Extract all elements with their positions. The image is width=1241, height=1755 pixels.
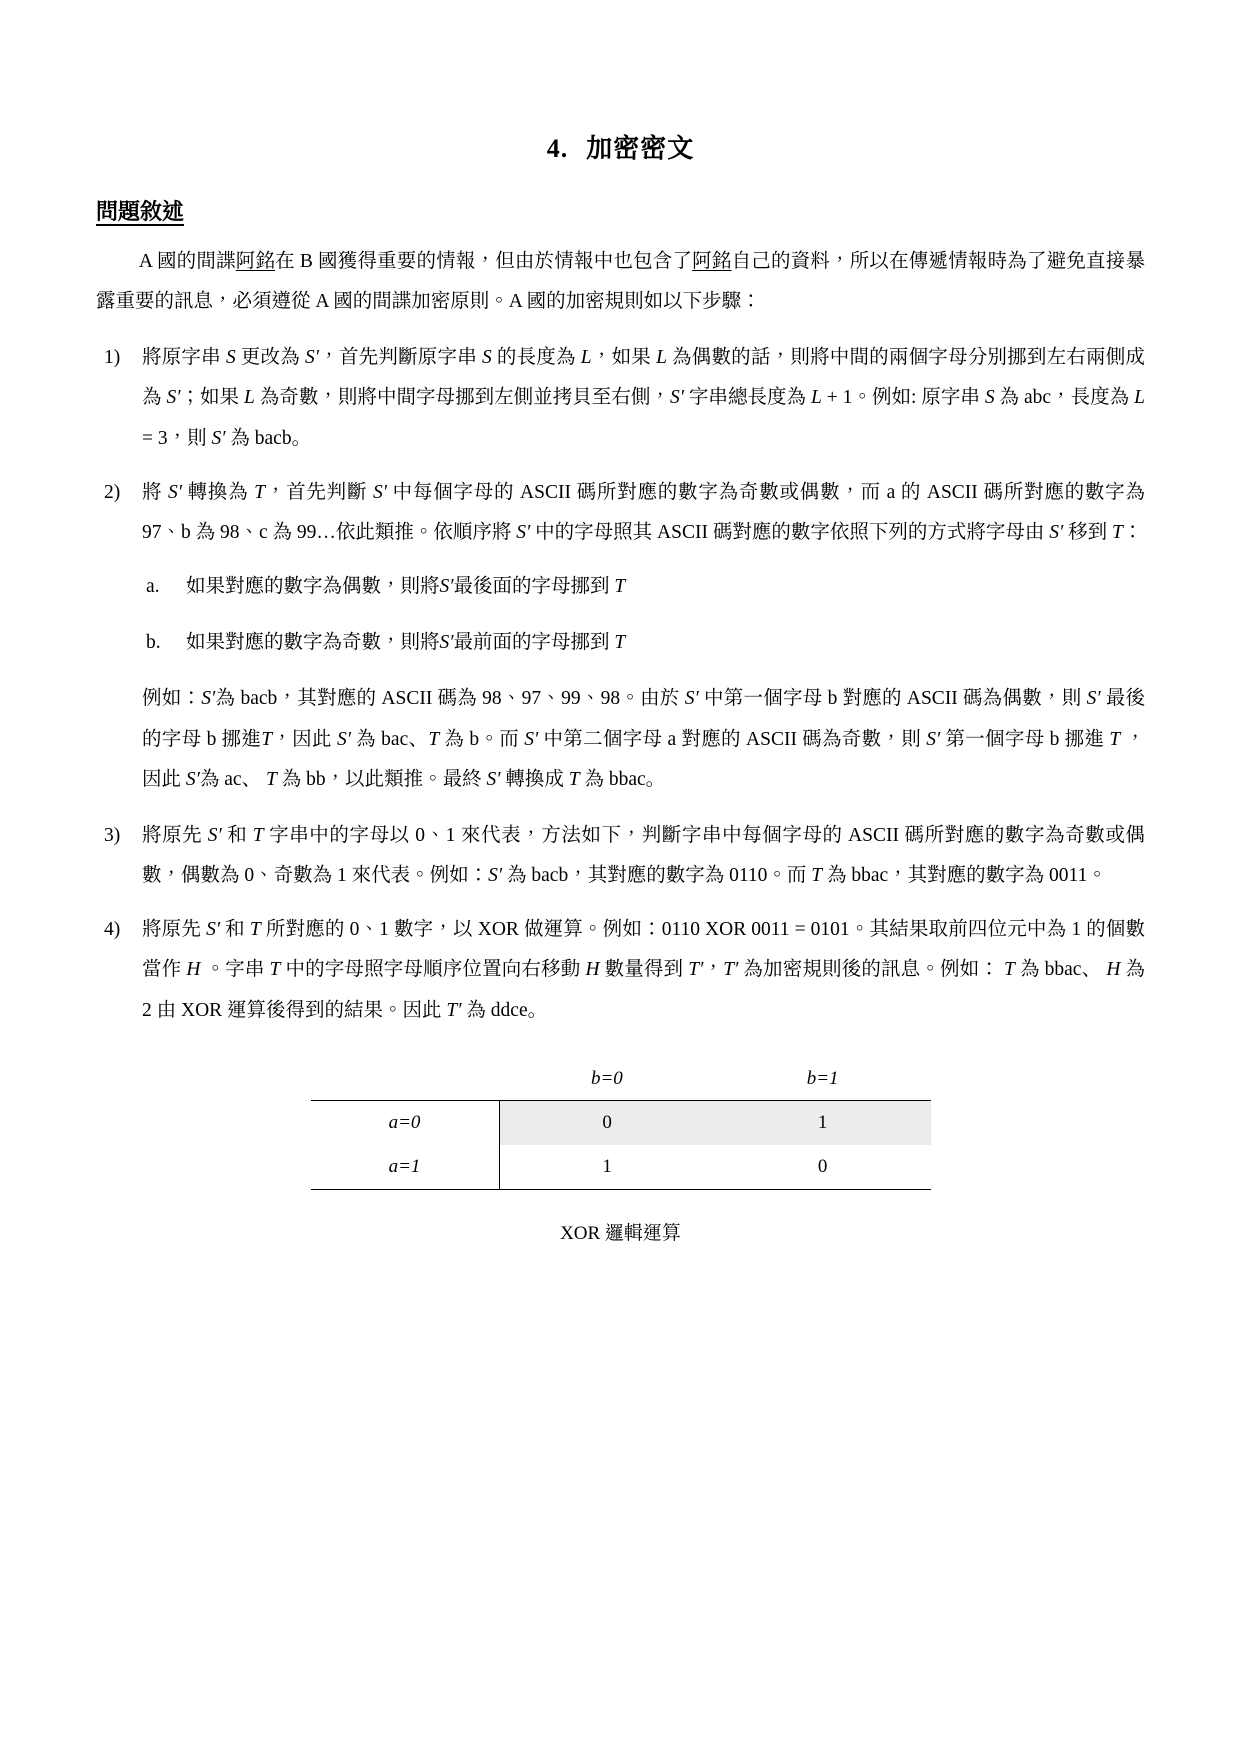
step-body-4: 將原先 S′ 和 T 所對應的 0、1 數字，以 XOR 做運算。例如：0110 XOR 0011 = 0101。其結果取前四位元中為 1 的個數當作 H 。字串 T 中的字母照字母順序位置向右移動 H 數量得到 T′，T′ 為加密規則後的訊息。例如： T 為 bbac、 H 為 2 由 XOR 運算後得到的結果。因此 T′ 為 ddce。 bbox=[142, 919, 1145, 1021]
table-row bbox=[311, 1100, 931, 1145]
table-caption: XOR 邏輯運算 bbox=[560, 1222, 681, 1244]
xor-truth-table bbox=[311, 1057, 931, 1190]
title-number: 4. bbox=[546, 134, 569, 163]
step-body-2: 將 S′ 轉換為 T，首先判斷 S′ 中每個字母的 ASCII 碼所對應的數字為奇數或偶數，而 a 的 ASCII 碼所對應的數字為 97、b 為 98、c 為 99…依此類推。依順序將 S′ 中的字母照其 ASCII 碼對應的數字依照下列的方式將字母由 S′ 移到 T： bbox=[142, 481, 1145, 543]
step-item-2 bbox=[96, 473, 1145, 553]
column-header-b1: b=1 bbox=[806, 1067, 839, 1089]
steps-list bbox=[96, 338, 1145, 1030]
step-marker: 1) bbox=[104, 347, 121, 369]
substep-item-b bbox=[96, 623, 1145, 663]
substep-item-a bbox=[96, 567, 1145, 607]
step-item-3 bbox=[96, 816, 1145, 896]
row-label-a1: a=1 bbox=[311, 1145, 500, 1190]
step-item-4 bbox=[96, 910, 1145, 1030]
step-item-1 bbox=[96, 338, 1145, 458]
row-label-a0: a=0 bbox=[311, 1100, 500, 1145]
substep-marker: a. bbox=[146, 576, 160, 598]
example-paragraph: 例如：S′為 bacb，其對應的 ASCII 碼為 98、97、99、98。由於 S′ 中第一個字母 b 對應的 ASCII 碼為偶數，則 S′ 最後的字母 b 挪進T，因此 S′ 為 bac、T 為 b。而 S′ 中第二個字母 a 對應的 ASCII 碼為奇數，則 S′ 第一個字母 b 挪進 T ，因此 S′為 ac、 T 為 bb，以此類推。最終 S′ 轉換成 T 為 bbac。 bbox=[142, 688, 1145, 790]
substep-body-b: 如果對應的數字為奇數，則將S′最前面的字母挪到 T bbox=[186, 632, 626, 654]
title-text: 加密密文 bbox=[586, 134, 695, 163]
intro-paragraph: A 國的間諜阿銘在 B 國獲得重要的情報，但由於情報中也包含了阿銘自己的資料，所以在傳遞情報時為了避免直接暴露重要的訊息，必須遵從 A 國的間諜加密原則。A 國的加密規則如以下步驟： bbox=[96, 251, 1145, 313]
step-body-1: 將原字串 S 更改為 S′，首先判斷原字串 S 的長度為 L，如果 L 為偶數的話，則將中間的兩個字母分別挪到左右兩側成為 S′；如果 L 為奇數，則將中間字母挪到左側並拷貝至右側，S′ 字串總長度為 L + 1。例如: 原字串 S 為 abc，長度為 L = 3，則 S′ 為 bacb。 bbox=[142, 347, 1145, 449]
step-marker: 3) bbox=[104, 824, 121, 846]
column-header-b0: b=0 bbox=[590, 1067, 623, 1089]
substeps-list bbox=[96, 567, 1145, 663]
step-body-3: 將原先 S′ 和 T 字串中的字母以 0、1 來代表，方法如下，判斷字串中每個字母的 ASCII 碼所對應的數字為奇數或偶數，偶數為 0、奇數為 1 來代表。例如：S′ 為 bacb，其對應的數字為 0110。而 T 為 bbac，其對應的數字為 0011。 bbox=[142, 824, 1145, 887]
section-heading: 問題敘述 bbox=[96, 199, 185, 224]
name-aming-1: 阿銘 bbox=[235, 251, 276, 272]
cell-a1-b0: 1 bbox=[499, 1145, 715, 1190]
cell-a0-b0: 0 bbox=[499, 1100, 715, 1145]
table-header-row bbox=[311, 1057, 931, 1101]
substep-body-a: 如果對應的數字為偶數，則將S′最後面的字母挪到 T bbox=[186, 576, 626, 598]
step-marker: 2) bbox=[104, 481, 121, 503]
example-paragraph-wrap bbox=[96, 679, 1145, 799]
substep-marker: b. bbox=[146, 632, 161, 654]
table-corner-cell bbox=[311, 1057, 500, 1101]
cell-a1-b1: 0 bbox=[715, 1145, 931, 1190]
name-aming-2: 阿銘 bbox=[692, 251, 732, 272]
page-title bbox=[96, 128, 1145, 165]
table-row bbox=[311, 1145, 931, 1190]
step-marker: 4) bbox=[104, 919, 121, 941]
cell-a0-b1: 1 bbox=[715, 1100, 931, 1145]
xor-table-wrap bbox=[311, 1057, 931, 1245]
